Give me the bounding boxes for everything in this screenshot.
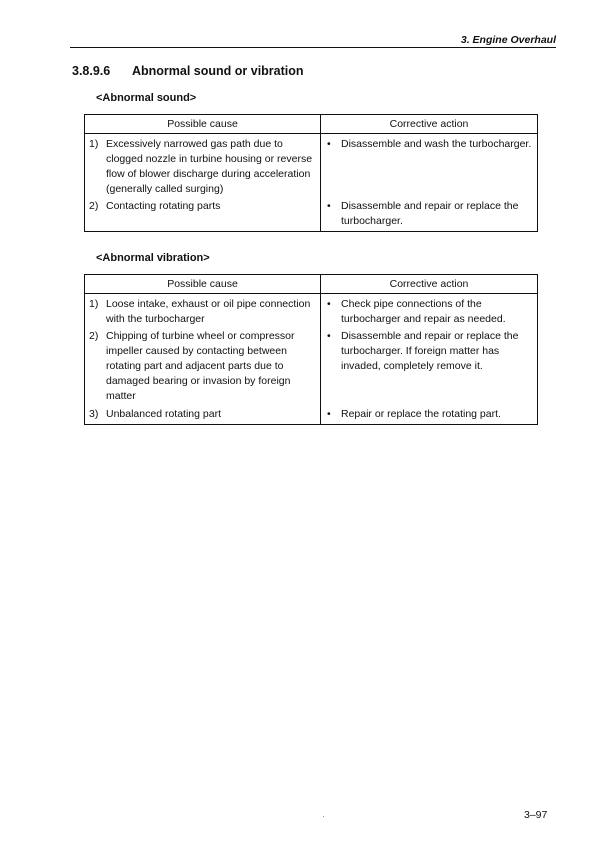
- action-cell: [321, 134, 538, 200]
- table-header-row: [85, 115, 538, 134]
- cause-text: Unbalanced rotating part: [106, 408, 221, 420]
- bullet: •: [327, 138, 331, 150]
- section-number: 3.8.9.6: [72, 64, 111, 78]
- bullet: •: [327, 408, 331, 420]
- cause-cell: [85, 294, 321, 330]
- header-rule: [70, 47, 556, 48]
- cause-text: Contacting rotating parts: [106, 200, 221, 212]
- abnormal-vibration-table: [84, 274, 538, 425]
- action-text: Disassemble and repair or replace the turbocharger. If foreign matter has invaded, completely remove it.: [341, 330, 519, 372]
- bullet: •: [327, 200, 331, 212]
- row-number: 3): [89, 408, 99, 420]
- cause-text: Excessively narrowed gas path due to clogged nozzle in turbine housing or reverse flow of blower discharge during acceleration (generally called surging): [106, 138, 313, 195]
- abnormal-sound-table: [84, 114, 538, 232]
- abnormal-vibration-heading: <Abnormal vibration>: [96, 252, 210, 264]
- row-number: 2): [89, 200, 99, 212]
- row-number: 2): [89, 330, 99, 342]
- action-text: Disassemble and repair or replace the turbocharger.: [341, 200, 519, 227]
- cause-text: Chipping of turbine wheel or compressor impeller caused by contacting between rotating part and adjacent parts due to damaged bearing or invasion by foreign matter: [106, 330, 295, 402]
- action-cell: [321, 294, 538, 330]
- column-header-action: Corrective action: [321, 115, 538, 134]
- action-text: Check pipe connections of the turbocharger and repair as needed.: [341, 298, 506, 325]
- table-row: [85, 407, 538, 425]
- row-number: 1): [89, 298, 99, 310]
- row-number: 1): [89, 138, 99, 150]
- cause-cell: [85, 329, 321, 407]
- action-cell: [321, 407, 538, 425]
- cause-cell: [85, 407, 321, 425]
- scan-speck: [323, 816, 324, 817]
- column-header-cause: Possible cause: [85, 115, 321, 134]
- section-title-text: Abnormal sound or vibration: [132, 64, 304, 78]
- bullet: •: [327, 330, 331, 342]
- cause-cell: [85, 134, 321, 200]
- table-row: [85, 294, 538, 330]
- action-cell: [321, 199, 538, 232]
- abnormal-sound-heading: <Abnormal sound>: [96, 92, 197, 104]
- table-header-row: [85, 275, 538, 294]
- running-header: 3. Engine Overhaul: [460, 34, 556, 46]
- action-text: Disassemble and wash the turbocharger.: [341, 138, 532, 150]
- bullet: •: [327, 298, 331, 310]
- table-row: [85, 329, 538, 407]
- action-cell: [321, 329, 538, 407]
- table-row: [85, 134, 538, 200]
- cause-text: Loose intake, exhaust or oil pipe connection with the turbocharger: [106, 298, 311, 325]
- action-text: Repair or replace the rotating part.: [341, 408, 501, 420]
- page-number: 3–97: [524, 809, 548, 821]
- table-row: [85, 199, 538, 232]
- column-header-cause: Possible cause: [85, 275, 321, 294]
- section-title: [72, 64, 304, 78]
- column-header-action: Corrective action: [321, 275, 538, 294]
- cause-cell: [85, 199, 321, 232]
